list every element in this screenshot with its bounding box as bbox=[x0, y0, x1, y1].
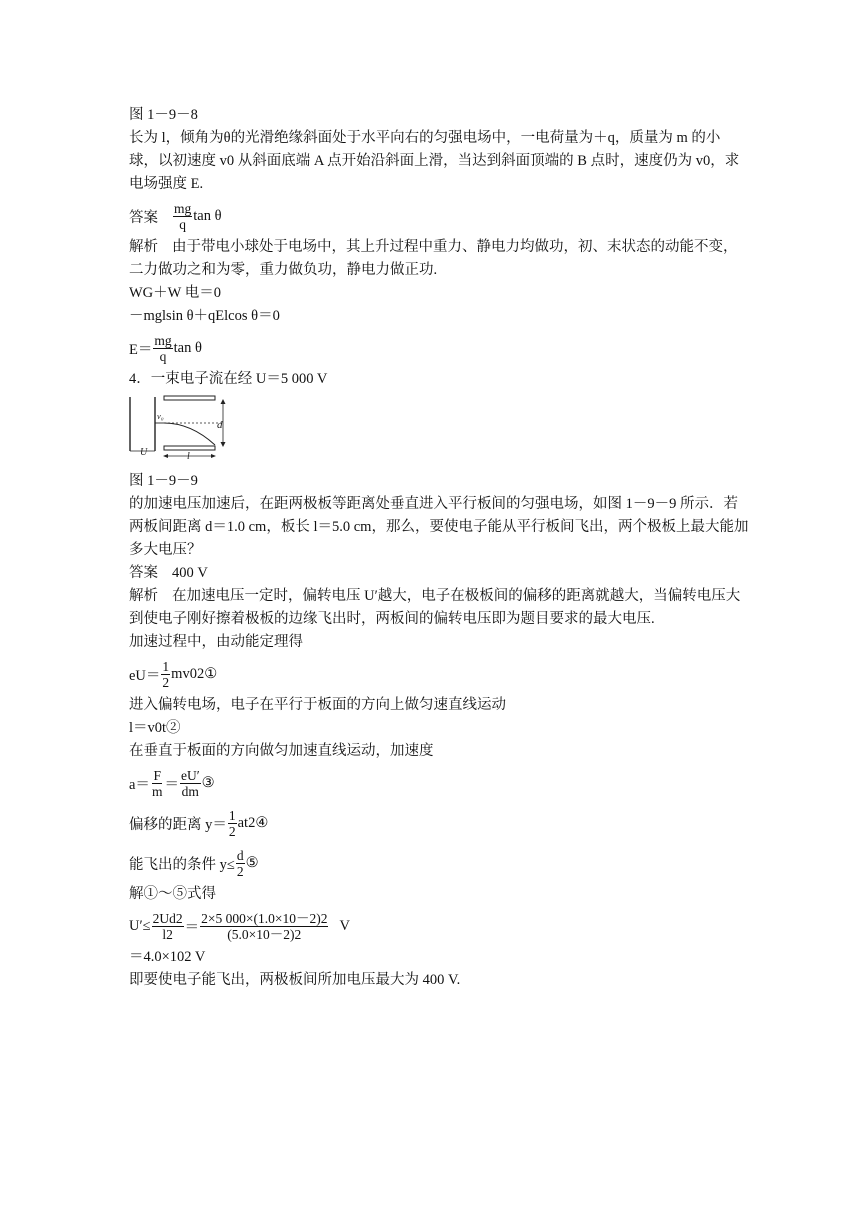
fraction bbox=[161, 659, 170, 690]
fraction bbox=[173, 201, 192, 232]
fraction bbox=[180, 768, 201, 799]
d-label: d bbox=[217, 419, 223, 431]
step-text: 加速过程中，由动能定理得 bbox=[129, 634, 303, 650]
answer-label: 答案 bbox=[129, 209, 158, 226]
analysis-paragraph bbox=[129, 585, 749, 631]
conclusion-text: 即要使电子能飞出，两极板间所加电压最大为 400 V. bbox=[129, 972, 461, 988]
equation-tail: mv0 bbox=[171, 665, 197, 682]
answer-label: 答案 bbox=[129, 565, 158, 581]
denominator: dm bbox=[181, 783, 199, 799]
analysis-paragraph bbox=[129, 236, 749, 282]
question-text: 长为 l，倾角为θ的光滑绝缘斜面处于水平向右的匀强电场中，一电荷量为＋q，质量为 m 的小球，以初速度 v0 从斜面底端 A 点开始沿斜面上滑，当达到斜面顶端的 B 点时，速度仍为 v0，求电场强度 E. bbox=[129, 130, 740, 192]
fraction bbox=[151, 768, 164, 799]
equation-left: U′≤ bbox=[129, 917, 151, 934]
step-text: 在垂直于板面的方向做匀加速直线运动，加速度 bbox=[129, 743, 434, 759]
question-text: 的加速电压加速后，在距两极板等距离处垂直进入平行板间的匀强电场，如图 1－9－9 所示．若两板间距离 d＝1.0 cm，板长 l＝5.0 cm，那么，要使电子能从平行板间飞出，两个极板上最大能加多大电压？ bbox=[129, 496, 749, 558]
numerator: F bbox=[153, 767, 161, 783]
equation-left: eU＝ bbox=[129, 667, 161, 684]
denominator: q bbox=[179, 216, 186, 232]
answer-tail: tan θ bbox=[193, 207, 222, 224]
fraction bbox=[152, 911, 184, 942]
analysis-label: 解析 bbox=[129, 239, 158, 255]
analysis-text: 由于带电小球处于电场中，其上升过程中重力、静电力均做功，初、末状态的动能不变，二力做功之和为零，重力做负功，静电力做正功. bbox=[129, 239, 738, 278]
numerator: eU′ bbox=[180, 767, 200, 783]
fraction bbox=[228, 808, 237, 839]
numerator: 2Ud2 bbox=[152, 910, 183, 926]
analysis-label: 解析 bbox=[129, 588, 158, 604]
figure-caption-1-9-8: 图 1－9－8 bbox=[129, 107, 198, 123]
equation-6 bbox=[129, 906, 749, 946]
unit: V bbox=[339, 917, 350, 934]
equation-4 bbox=[129, 803, 749, 843]
denominator: q bbox=[159, 348, 167, 364]
analysis-text: 在加速电压一定时，偏转电压 U′越大，电子在极板间的偏移的距离就越大，当偏转电压大到使电子刚好擦着极板的边缘飞出时，两板间的偏转电压即为题目要求的最大电压. bbox=[129, 588, 741, 627]
denominator: 2 bbox=[162, 674, 170, 690]
denominator: 2 bbox=[228, 823, 236, 839]
deflection-figure bbox=[129, 395, 241, 459]
equation-work: WG＋W 电＝0 bbox=[129, 285, 221, 301]
equation-left: a＝ bbox=[129, 776, 150, 793]
electron-trajectory bbox=[164, 423, 215, 445]
denominator: m bbox=[151, 783, 163, 799]
numerator: d bbox=[236, 847, 244, 863]
equation-left: 能飞出的条件 y≤ bbox=[129, 856, 235, 873]
equation-2: l＝v0t② bbox=[129, 720, 181, 736]
document-page bbox=[129, 104, 749, 992]
equation-left: 偏移的距离 y＝ bbox=[129, 816, 227, 833]
equation-energy: －mglsin θ＋qElcos θ＝0 bbox=[129, 308, 280, 324]
step-text: 进入偏转电场，电子在平行于板面的方向上做匀速直线运动 bbox=[129, 697, 506, 713]
equation-1 bbox=[129, 654, 749, 694]
equation-result bbox=[129, 328, 749, 368]
equals-sign: ＝ bbox=[164, 776, 179, 793]
numerator: 1 bbox=[228, 807, 236, 823]
v0-label: v₀ bbox=[157, 411, 164, 421]
equation-mark: 2① bbox=[196, 665, 218, 682]
electron-deflection-diagram bbox=[129, 395, 749, 464]
l-label: l bbox=[187, 451, 190, 459]
equation-3 bbox=[129, 763, 749, 803]
denominator: (5.0×10－2)2 bbox=[227, 926, 302, 942]
numerator: 2×5 000×(1.0×10－2)2 bbox=[201, 910, 328, 926]
problem-4-title: 4．一束电子流在经 U＝5 000 V bbox=[129, 371, 328, 387]
fraction bbox=[153, 333, 172, 364]
answer-line bbox=[129, 196, 749, 236]
fraction bbox=[236, 848, 245, 879]
equation-tail: at2④ bbox=[237, 814, 269, 831]
denominator: 2 bbox=[236, 863, 244, 879]
numerator: mg bbox=[174, 200, 192, 216]
denominator: l2 bbox=[162, 926, 173, 942]
equation-mark: ③ bbox=[201, 774, 215, 791]
equation-left: E＝ bbox=[129, 341, 153, 358]
answer-value: 400 V bbox=[172, 565, 208, 581]
numerator: 1 bbox=[162, 658, 170, 674]
bottom-plate bbox=[164, 446, 215, 450]
step-text: 解①～⑤式得 bbox=[129, 886, 216, 902]
top-plate bbox=[164, 396, 215, 400]
equation-mark: ⑤ bbox=[245, 854, 259, 871]
numerator: mg bbox=[154, 332, 172, 348]
U-label: U bbox=[140, 447, 148, 458]
answer-line bbox=[129, 562, 749, 585]
equation-7: ＝4.0×102 V bbox=[129, 949, 206, 965]
fraction bbox=[200, 911, 328, 942]
equation-5 bbox=[129, 843, 749, 883]
figure-caption-1-9-9: 图 1－9－9 bbox=[129, 473, 198, 489]
equation-tail: tan θ bbox=[173, 339, 202, 356]
equals-sign: ＝ bbox=[184, 919, 200, 936]
